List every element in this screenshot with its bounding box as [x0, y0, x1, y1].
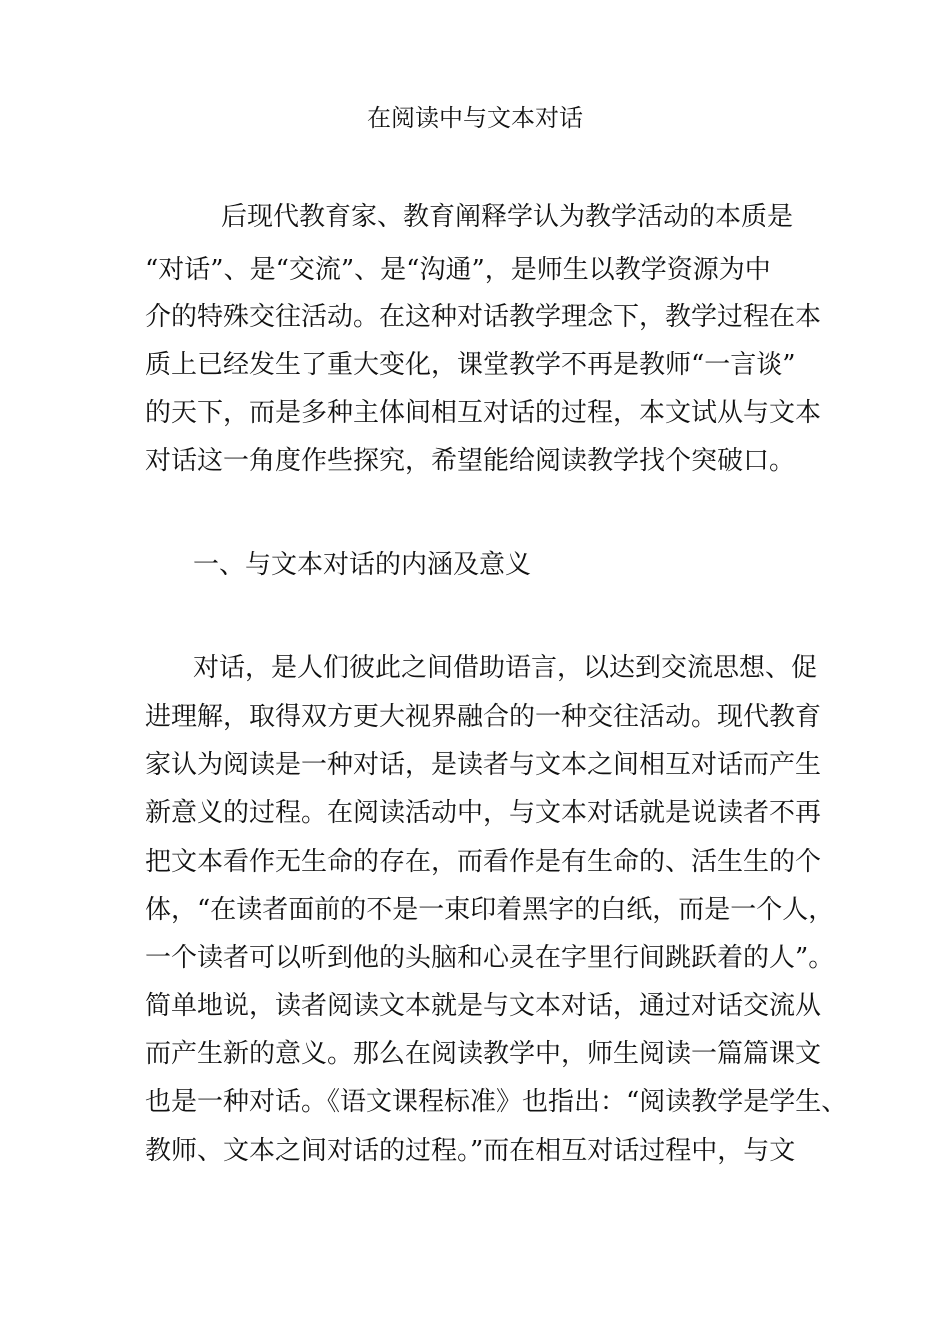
- section-line: 把文本看作无生命的存在，而看作是有生命的、活生生的个: [145, 847, 822, 877]
- section-line: 教师、文本之间对话的过程。”而在相互对话过程中，与文: [145, 1136, 796, 1166]
- intro-line: “对话”、是“交流”、是“沟通”，是师生以教学资源为中: [145, 255, 771, 285]
- intro-line: 对话这一角度作些探究，希望能给阅读教学找个突破口。: [145, 446, 796, 476]
- section-line: 而产生新的意义。那么在阅读教学中，师生阅读一篇篇课文: [145, 1039, 822, 1069]
- section-line: 也是一种对话。《语文课程标准》也指出：“阅读教学是学生、: [145, 1087, 848, 1117]
- section-line: 体，“在读者面前的不是一束印着黑字的白纸，而是一个人，: [145, 895, 835, 925]
- section-line: 家认为阅读是一种对话，是读者与文本之间相互对话而产生: [145, 750, 822, 780]
- intro-line: 介的特殊交往活动。在这种对话教学理念下，教学过程在本: [145, 302, 822, 332]
- document-title: 在阅读中与文本对话: [367, 104, 583, 132]
- section-line: 新意义的过程。在阅读活动中，与文本对话就是说读者不再: [145, 798, 822, 828]
- intro-line: 后现代教育家、教育阐释学认为教学活动的本质是: [221, 202, 794, 232]
- section-line: 简单地说，读者阅读文本就是与文本对话，通过对话交流从: [145, 991, 822, 1021]
- intro-line: 的天下，而是多种主体间相互对话的过程，本文试从与文本: [145, 398, 822, 428]
- section-line: 一个读者可以听到他的头脑和心灵在字里行间跳跃着的人”。: [145, 943, 835, 973]
- section-line: 对话，是人们彼此之间借助语言，以达到交流思想、促: [193, 653, 818, 683]
- intro-line: 质上已经发生了重大变化，课堂教学不再是教师“一言谈”: [145, 350, 796, 380]
- section-heading: 一、与文本对话的内涵及意义: [193, 550, 532, 580]
- section-line: 进理解，取得双方更大视界融合的一种交往活动。现代教育: [145, 702, 822, 732]
